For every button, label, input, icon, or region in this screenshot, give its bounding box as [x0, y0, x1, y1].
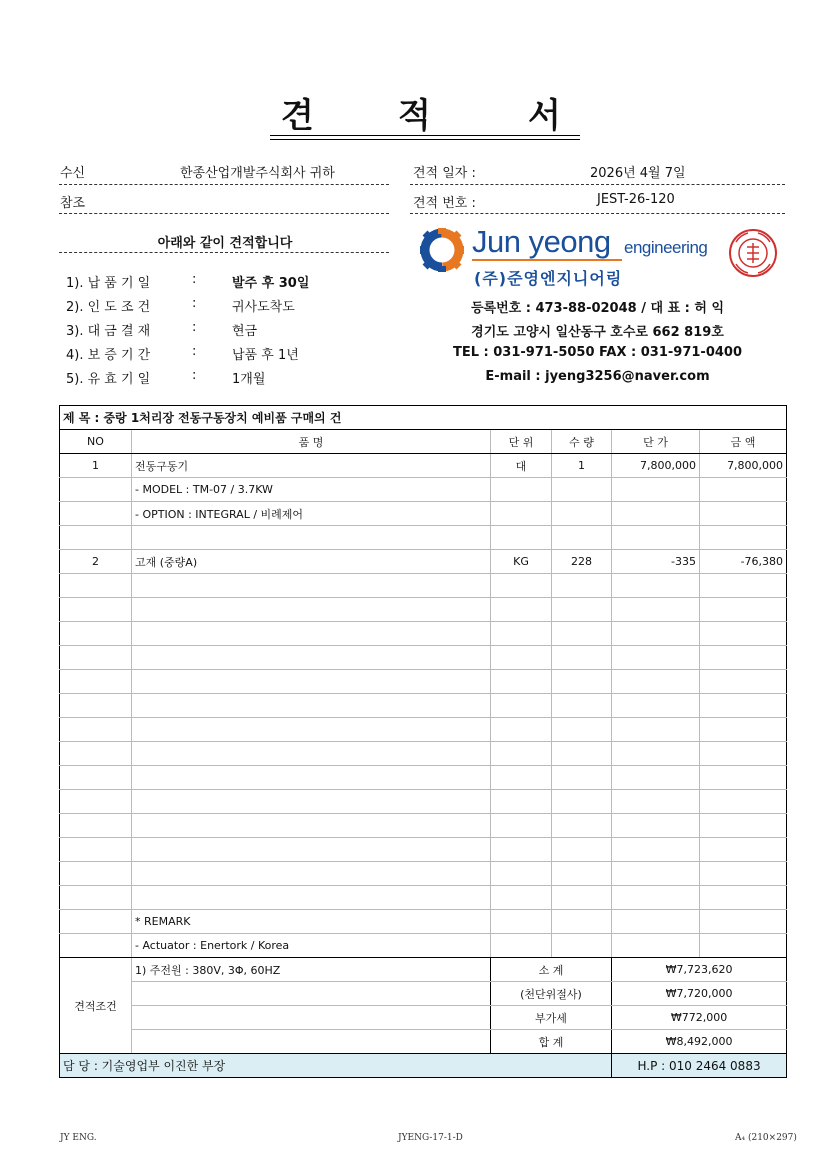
table-row: [60, 814, 787, 838]
row-no: [60, 862, 132, 886]
logo-text: Jun yeong: [472, 224, 611, 259]
row-amount: [700, 886, 787, 910]
row-no: [60, 598, 132, 622]
row-unit: [491, 670, 552, 694]
row-item: 전동구동기: [132, 454, 491, 478]
row-no: [60, 766, 132, 790]
company-reg: 등록번호 : 473-88-02048 / 대 표 : 허 익: [470, 301, 725, 316]
quote-no: JEST-26-120: [597, 192, 675, 207]
row-price: 7,800,000: [612, 454, 700, 478]
row-amount: [700, 814, 787, 838]
row-item: [132, 718, 491, 742]
row-no: [60, 670, 132, 694]
condition-text: [132, 1030, 491, 1054]
condition-text: [132, 982, 491, 1006]
row-unit: [491, 718, 552, 742]
row-item: [132, 814, 491, 838]
row-unit: [491, 478, 552, 502]
row-qty: [552, 766, 612, 790]
row-qty: [552, 622, 612, 646]
row-item: [132, 622, 491, 646]
table-row: [60, 790, 787, 814]
row-price: [612, 718, 700, 742]
row-unit: [491, 838, 552, 862]
row-item: [132, 862, 491, 886]
summary-value: ₩7,720,000: [612, 982, 787, 1006]
conditions-label: 견적조건: [60, 958, 132, 1054]
row-unit: [491, 790, 552, 814]
quote-table: [59, 405, 787, 1078]
row-qty: [552, 502, 612, 526]
row-qty: [552, 646, 612, 670]
divider: [59, 184, 389, 185]
summary-value: ₩8,492,000: [612, 1030, 787, 1054]
row-qty: [552, 862, 612, 886]
row-no: [60, 790, 132, 814]
row-price: [612, 574, 700, 598]
row-amount: [700, 670, 787, 694]
summary-value: ₩772,000: [612, 1006, 787, 1030]
row-price: [612, 742, 700, 766]
row-price: [612, 910, 700, 934]
summary-label: 소 계: [491, 958, 612, 982]
row-item: [132, 766, 491, 790]
row-unit: [491, 934, 552, 958]
row-amount: [700, 934, 787, 958]
row-qty: [552, 598, 612, 622]
table-row: [60, 598, 787, 622]
row-no: [60, 478, 132, 502]
row-unit: [491, 742, 552, 766]
term-value: 현금: [232, 324, 258, 339]
row-item: [132, 670, 491, 694]
document-title: [0, 88, 826, 138]
row-qty: [552, 910, 612, 934]
quote-date: 2026년 4월 7일: [590, 166, 686, 181]
row-unit: [491, 814, 552, 838]
row-amount: [700, 910, 787, 934]
row-price: -335: [612, 550, 700, 574]
footer-left: JY ENG.: [60, 1133, 97, 1143]
summary-label: 부가세: [491, 1006, 612, 1030]
row-price: [612, 478, 700, 502]
row-no: [60, 910, 132, 934]
footer-center: JYENG-17-1-D: [398, 1133, 463, 1143]
terms-list: [66, 272, 386, 392]
recipient: 한종산업개발주식회사 귀하: [180, 166, 335, 181]
row-no: 1: [60, 454, 132, 478]
condition-text: 1) 주전원 : 380V, 3Φ, 60HZ: [132, 958, 491, 982]
row-price: [612, 766, 700, 790]
row-price: [612, 886, 700, 910]
row-qty: 1: [552, 454, 612, 478]
contact-phone: H.P : 010 2464 0883: [612, 1054, 787, 1078]
row-amount: [700, 718, 787, 742]
row-amount: 7,800,000: [700, 454, 787, 478]
table-row: [60, 478, 787, 502]
row-qty: [552, 742, 612, 766]
row-qty: [552, 934, 612, 958]
row-item: [132, 526, 491, 550]
row-no: [60, 622, 132, 646]
col-unit-header: 단 위: [491, 430, 552, 454]
row-no: [60, 526, 132, 550]
intro-text: 아래와 같이 견적합니다: [157, 236, 293, 251]
row-amount: [700, 574, 787, 598]
company-phone: TEL : 031-971-5050 FAX : 031-971-0400: [452, 345, 743, 360]
term-value: 1개월: [232, 372, 266, 387]
table-row: [60, 694, 787, 718]
row-price: [612, 694, 700, 718]
table-row: [60, 622, 787, 646]
divider: [59, 213, 389, 214]
row-item: [132, 838, 491, 862]
row-no: [60, 502, 132, 526]
row-amount: [700, 790, 787, 814]
row-no: [60, 742, 132, 766]
seal-icon: [728, 228, 778, 278]
term-label: 3). 대 금 결 재: [66, 324, 151, 339]
row-item: * REMARK: [132, 910, 491, 934]
contact-row: [60, 1054, 787, 1078]
table-header: [60, 430, 787, 454]
row-amount: [700, 622, 787, 646]
row-unit: [491, 886, 552, 910]
row-amount: [700, 502, 787, 526]
row-qty: [552, 814, 612, 838]
row-item: [132, 886, 491, 910]
title-char-3: 서: [528, 96, 561, 136]
recipient-label: 수신: [60, 166, 86, 181]
row-item: - MODEL : TM-07 / 3.7KW: [132, 478, 491, 502]
row-amount: [700, 526, 787, 550]
row-no: 2: [60, 550, 132, 574]
row-qty: [552, 526, 612, 550]
row-item: - OPTION : INTEGRAL / 비례제어: [132, 502, 491, 526]
table-row: [60, 550, 787, 574]
gear-logo-icon: [418, 226, 466, 274]
company-email: E-mail : jyeng3256@naver.com: [485, 369, 710, 384]
row-amount: [700, 742, 787, 766]
row-price: [612, 862, 700, 886]
row-amount: [700, 694, 787, 718]
table-row: [60, 934, 787, 958]
row-unit: 대: [491, 454, 552, 478]
row-price: [612, 502, 700, 526]
row-price: [612, 622, 700, 646]
row-no: [60, 718, 132, 742]
row-unit: [491, 766, 552, 790]
term-value: 납품 후 1년: [232, 348, 299, 363]
row-item: [132, 574, 491, 598]
row-qty: [552, 718, 612, 742]
term-label: 1). 납 품 기 일: [66, 276, 151, 291]
row-unit: [491, 694, 552, 718]
condition-row: [60, 958, 787, 982]
term-colon: :: [192, 296, 197, 311]
summary-value: ₩7,723,620: [612, 958, 787, 982]
title-char-2: 적: [398, 96, 431, 136]
table-row: [60, 838, 787, 862]
term-label: 4). 보 증 기 간: [66, 348, 151, 363]
term-value: 발주 후 30일: [232, 276, 310, 291]
row-unit: [491, 910, 552, 934]
logo-underline: [472, 259, 622, 261]
table-row: [60, 742, 787, 766]
date-label: 견적 일자 :: [413, 166, 476, 181]
table-row: [60, 718, 787, 742]
row-qty: [552, 670, 612, 694]
row-amount: [700, 646, 787, 670]
footer-right: A₄ (210×297): [735, 1133, 797, 1143]
col-price-header: 단 가: [612, 430, 700, 454]
title-underline: [270, 135, 580, 140]
term-row: [66, 368, 386, 388]
row-no: [60, 814, 132, 838]
row-qty: 228: [552, 550, 612, 574]
term-label: 5). 유 효 기 일: [66, 372, 151, 387]
subject: 제 목 : 중랑 1처리장 전동구동장치 예비품 구매의 건: [60, 406, 787, 430]
company-name: (주)준영엔지니어링: [474, 269, 623, 288]
contact-person: 담 당 : 기술영업부 이진한 부장: [60, 1054, 612, 1078]
table-row: [60, 574, 787, 598]
term-label: 2). 인 도 조 건: [66, 300, 151, 315]
term-value: 귀사도착도: [232, 300, 295, 315]
term-colon: :: [192, 272, 197, 287]
row-qty: [552, 478, 612, 502]
row-unit: KG: [491, 550, 552, 574]
row-amount: [700, 478, 787, 502]
table-row: [60, 454, 787, 478]
row-amount: -76,380: [700, 550, 787, 574]
row-unit: [491, 574, 552, 598]
row-price: [612, 838, 700, 862]
row-amount: [700, 838, 787, 862]
row-price: [612, 598, 700, 622]
table-row: [60, 862, 787, 886]
col-amount-header: 금 액: [700, 430, 787, 454]
row-unit: [491, 526, 552, 550]
condition-text: [132, 1006, 491, 1030]
term-row: [66, 272, 386, 292]
row-amount: [700, 598, 787, 622]
row-no: [60, 934, 132, 958]
title-char-1: 견: [281, 96, 314, 136]
row-price: [612, 526, 700, 550]
subject-row: [60, 406, 787, 430]
row-price: [612, 934, 700, 958]
row-qty: [552, 838, 612, 862]
table-row: [60, 670, 787, 694]
term-colon: :: [192, 320, 197, 335]
row-no: [60, 574, 132, 598]
col-item-header: 품 명: [132, 430, 491, 454]
row-item: [132, 694, 491, 718]
table-row: [60, 646, 787, 670]
logo-subtext: engineering: [624, 238, 708, 257]
company-seal: [728, 228, 778, 278]
row-price: [612, 814, 700, 838]
divider: [410, 213, 785, 214]
table-row: [60, 886, 787, 910]
row-no: [60, 886, 132, 910]
row-no: [60, 694, 132, 718]
row-unit: [491, 862, 552, 886]
row-price: [612, 790, 700, 814]
row-price: [612, 670, 700, 694]
ref-label: 참조: [60, 196, 86, 211]
row-qty: [552, 790, 612, 814]
row-item: [132, 790, 491, 814]
table-row: [60, 526, 787, 550]
term-row: [66, 320, 386, 340]
term-colon: :: [192, 368, 197, 383]
quote-no-label: 견적 번호 :: [413, 196, 476, 211]
row-unit: [491, 598, 552, 622]
company-address: 경기도 고양시 일산동구 호수로 662 819호: [471, 325, 724, 340]
table-row: [60, 766, 787, 790]
row-unit: [491, 502, 552, 526]
row-item: 고재 (중량A): [132, 550, 491, 574]
row-item: [132, 742, 491, 766]
divider: [410, 184, 785, 185]
row-qty: [552, 574, 612, 598]
row-unit: [491, 622, 552, 646]
row-item: [132, 646, 491, 670]
condition-row: [60, 1030, 787, 1054]
table-row: [60, 502, 787, 526]
divider: [59, 252, 389, 253]
col-qty-header: 수 량: [552, 430, 612, 454]
row-no: [60, 646, 132, 670]
row-amount: [700, 766, 787, 790]
row-qty: [552, 694, 612, 718]
condition-row: [60, 982, 787, 1006]
condition-row: [60, 1006, 787, 1030]
term-row: [66, 344, 386, 364]
term-row: [66, 296, 386, 316]
summary-label: (천단위절사): [491, 982, 612, 1006]
term-colon: :: [192, 344, 197, 359]
row-unit: [491, 646, 552, 670]
row-price: [612, 646, 700, 670]
row-no: [60, 838, 132, 862]
row-item: - Actuator : Enertork / Korea: [132, 934, 491, 958]
row-amount: [700, 862, 787, 886]
row-item: [132, 598, 491, 622]
col-no-header: NO: [60, 430, 132, 454]
row-qty: [552, 886, 612, 910]
summary-label: 합 계: [491, 1030, 612, 1054]
table-row: [60, 910, 787, 934]
